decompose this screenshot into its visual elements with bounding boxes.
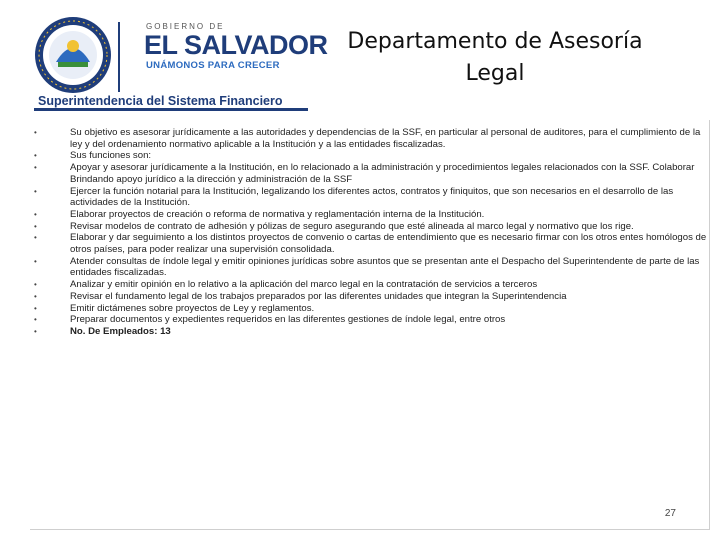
bullet-icon: • xyxy=(34,291,37,301)
list-item: • Elaborar proyectos de creación o reforma de normativa y reglamentación interna de la Institución. xyxy=(34,208,485,220)
list-item: • Emitir dictámenes sobre proyectos de Ley y reglamentos. xyxy=(34,302,315,314)
ssf-seal-logo xyxy=(34,16,112,94)
government-label: GOBIERNO DE xyxy=(146,22,225,31)
list-item: • Revisar modelos de contrato de adhesión y pólizas de seguro asegurando que esté alineada al marco legal y normativo que los rige. xyxy=(34,220,634,232)
list-item: • Su objetivo es asesorar jurídicamente a las autoridades y dependencias de la SSF, en particular al personal de auditores, para el cumplimiento de la ley y del ordenamiento normativo aplicable a la Institución y a las entidades fiscalizadas. xyxy=(34,127,701,150)
list-item: • Elaborar y dar seguimiento a los distintos proyectos de convenio o cartas de entendimiento que es necesario firmar con los otros entes homólogos de otros países, para poder realizar una supervisión consolidada. xyxy=(34,232,707,256)
bullet-icon: • xyxy=(34,326,37,336)
government-name: EL SALVADOR xyxy=(144,30,328,60)
list-item: • Revisar el fundamento legal de los trabajos preparados por las diferentes unidades que integran la Superintendencia xyxy=(34,290,567,302)
bullet-icon: • xyxy=(34,151,37,161)
slide-title-line-2: Legal xyxy=(465,61,525,86)
list-item: • Ejercer la función notarial para la Institución, legalizando los diferentes actos, contratos y finiquitos, que son necesarios en el desarrollo de las actividades de la Institución. xyxy=(34,185,674,209)
page-number: 27 xyxy=(664,508,676,519)
organization-name: Superintendencia del Sistema Financiero xyxy=(38,94,283,108)
bullet-icon: • xyxy=(34,233,37,243)
bullet-icon: • xyxy=(34,128,37,137)
bullet-icon: • xyxy=(34,303,37,313)
function-list xyxy=(30,127,710,326)
slide-content xyxy=(30,127,710,338)
bullet-icon: • xyxy=(34,280,37,290)
bullet-icon: • xyxy=(34,315,37,325)
list-item: • Apoyar y asesorar jurídicamente a la Institución, en lo relacionado a la administración y procedimientos legales relacionados con la SSF. Colaborar Brindando apoyo jurídico a la dirección y administración de la SSF xyxy=(34,162,695,185)
employee-count-list xyxy=(30,326,710,338)
bullet-icon: • xyxy=(34,209,37,219)
bullet-icon: • xyxy=(34,186,37,196)
list-item: • Preparar documentos y expedientes requeridos en las diferentes gestiones de índole legal, entre otros xyxy=(34,314,506,326)
bullet-icon: • xyxy=(34,221,37,231)
list-item: • Atender consultas de índole legal y emitir opiniones jurídicas sobre asuntos que se presentan ante el Despacho del Superintendente de parte de las entidades fiscalizadas. xyxy=(34,255,700,279)
list-item: • Sus funciones son: xyxy=(34,150,152,162)
government-slogan: UNÁMONOS PARA CRECER xyxy=(146,60,280,71)
slide-title xyxy=(330,26,660,90)
slide-title-line-1: Departamento de Asesoría xyxy=(347,29,643,54)
organization-underline xyxy=(34,108,308,111)
list-item: • Analizar y emitir opinión en lo relativo a la aplicación del marco legal en la contratación de servicios a terceros xyxy=(34,279,538,291)
header-divider xyxy=(118,22,120,92)
employee-count-item xyxy=(30,326,710,338)
employee-count: No. De Empleados: 13 xyxy=(70,325,171,337)
bullet-icon: • xyxy=(34,163,37,173)
slide-header xyxy=(0,0,720,112)
bullet-icon: • xyxy=(34,256,37,266)
